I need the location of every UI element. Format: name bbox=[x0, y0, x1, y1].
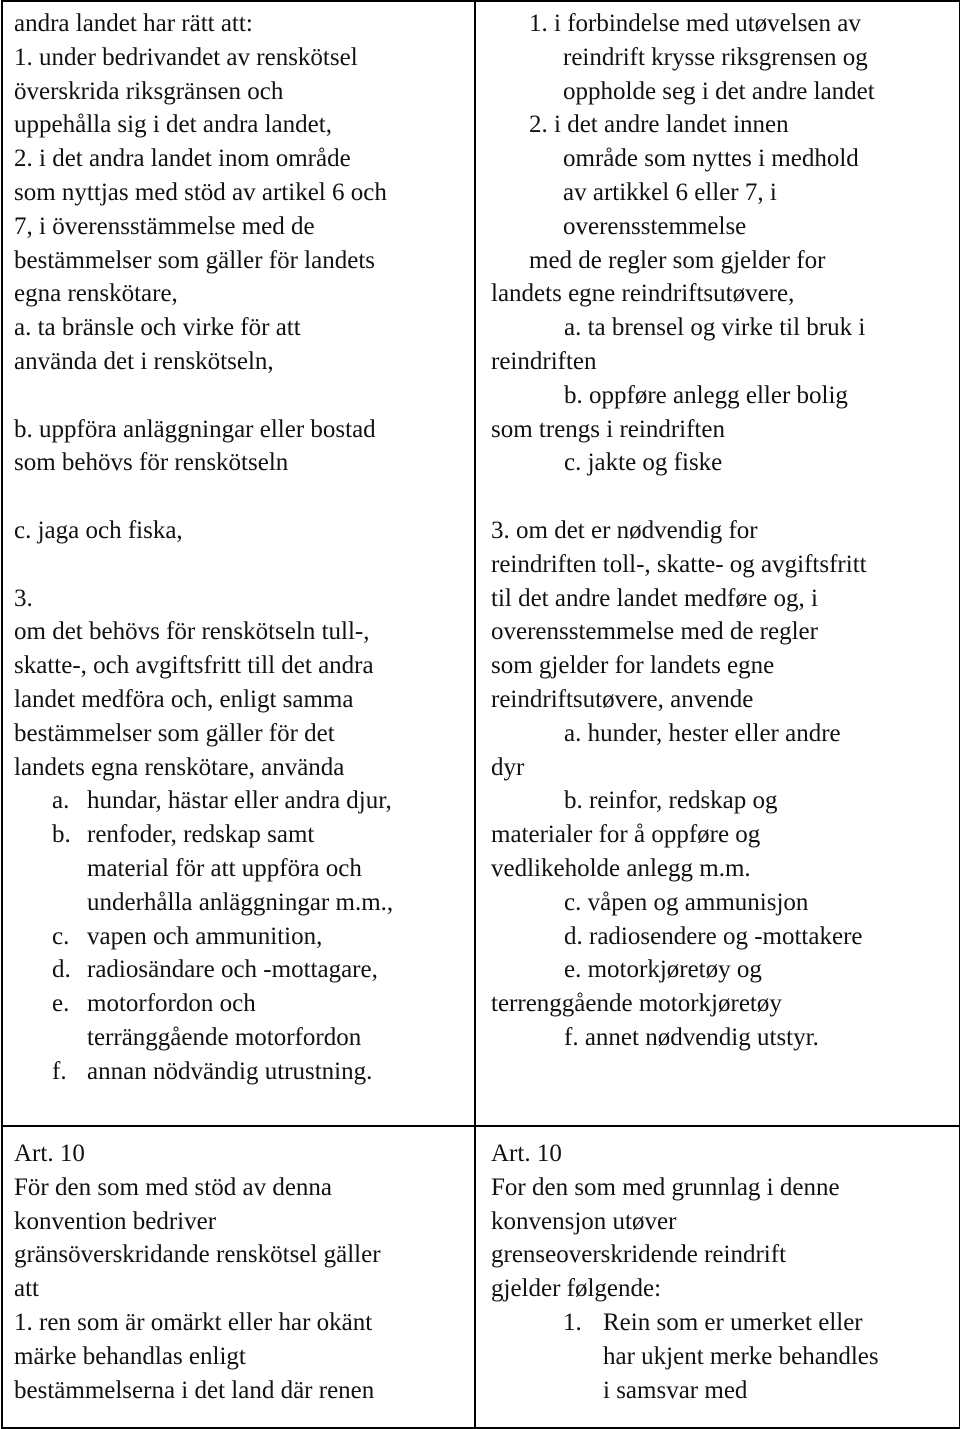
text-line: reindriften toll-, skatte- og avgiftsfritt bbox=[491, 550, 867, 578]
text-line: reindriftsutøvere, anvende bbox=[491, 685, 754, 713]
list-item bbox=[14, 920, 464, 954]
text-line: vedlikeholde anlegg m.m. bbox=[491, 854, 751, 882]
list-label: c. bbox=[52, 922, 70, 950]
text-line: materialer for å oppføre og bbox=[491, 821, 761, 849]
text-line: bestämmelser som gäller för landets bbox=[14, 246, 375, 274]
swedish-cell-art10 bbox=[2, 1126, 475, 1428]
text-line: a. ta brensel og virke til bruk i bbox=[564, 314, 866, 342]
text-line: c. jakte og fiske bbox=[564, 449, 723, 477]
text-line: att bbox=[14, 1275, 39, 1303]
parallel-text-table bbox=[1, 0, 960, 1429]
text-line: overensstemmelse bbox=[563, 212, 747, 240]
text-line: a. ta bränsle och virke för att bbox=[14, 314, 301, 342]
blank-line bbox=[14, 379, 464, 413]
text-line: reindrift krysse riksgrensen og bbox=[563, 43, 868, 71]
list-label: 1. bbox=[563, 1308, 582, 1336]
text-line: av artikkel 6 eller 7, i bbox=[563, 178, 777, 206]
text-line: om det behövs för renskötseln tull-, bbox=[14, 618, 370, 646]
blank-line bbox=[14, 480, 464, 514]
list-item bbox=[491, 1306, 951, 1340]
list-text: radiosändare och -mottagare, bbox=[87, 956, 378, 984]
swedish-text-block bbox=[3, 2, 474, 1089]
text-line: 1. under bedrivandet av renskötsel bbox=[14, 43, 358, 71]
list-text: renfoder, redskap samt bbox=[87, 821, 315, 849]
norwegian-cell-art10 bbox=[475, 1126, 960, 1428]
text-line: överskrida riksgränsen och bbox=[14, 77, 284, 105]
text-line: e. motorkjøretøy og bbox=[564, 956, 762, 984]
text-line: 2. i det andra landet inom område bbox=[14, 145, 351, 173]
text-line: egna renskötare, bbox=[14, 280, 178, 308]
text-line: a. hunder, hester eller andre bbox=[564, 719, 841, 747]
text-line: b. reinfor, redskap og bbox=[564, 787, 778, 815]
list-text: annan nödvändig utrustning. bbox=[87, 1057, 373, 1085]
list-item bbox=[14, 953, 464, 987]
text-line: 3. bbox=[14, 584, 33, 612]
text-line: 3. om det er nødvendig for bbox=[491, 516, 758, 544]
table-row bbox=[2, 1126, 960, 1428]
article-heading: Art. 10 bbox=[491, 1140, 562, 1167]
text-line: grenseoverskridende reindrift bbox=[491, 1241, 787, 1269]
text-line: andra landet har rätt att: bbox=[14, 10, 253, 37]
list-item bbox=[14, 818, 464, 852]
list-item bbox=[14, 987, 464, 1021]
text-line: landet medföra och, enligt samma bbox=[14, 685, 354, 713]
text-line: 2. i det andre landet innen bbox=[529, 111, 789, 139]
table-row bbox=[2, 1, 960, 1126]
text-line: För den som med stöd av denna bbox=[14, 1173, 333, 1201]
text-line: skatte-, och avgiftsfritt till det andra bbox=[14, 652, 374, 680]
text-line: til det andre landet medføre og, i bbox=[491, 584, 818, 612]
list-text: hundar, hästar eller andra djur, bbox=[87, 787, 392, 815]
text-line: som behövs för renskötseln bbox=[14, 449, 289, 477]
norwegian-art10-block bbox=[476, 1127, 959, 1407]
text-line: landets egna renskötare, använda bbox=[14, 753, 345, 781]
list-label: f. bbox=[52, 1057, 67, 1085]
text-line: reindriften bbox=[491, 347, 597, 375]
list-continuation: terränggående motorfordon bbox=[87, 1023, 362, 1051]
list-label: b. bbox=[52, 821, 71, 849]
swedish-cell-top bbox=[2, 1, 475, 1126]
list-item bbox=[14, 784, 464, 818]
text-line: c. jaga och fiska, bbox=[14, 516, 183, 544]
norwegian-cell-top bbox=[475, 1, 960, 1126]
list-continuation: underhålla anläggningar m.m., bbox=[87, 888, 394, 916]
text-line: dyr bbox=[491, 753, 525, 781]
text-line: d. radiosendere og -mottakere bbox=[564, 922, 863, 950]
list-continuation: har ukjent merke behandles bbox=[603, 1342, 879, 1370]
list-text: motorfordon och bbox=[87, 990, 256, 1018]
text-line: For den som med grunnlag i denne bbox=[491, 1173, 840, 1201]
text-line: som gjelder for landets egne bbox=[491, 652, 775, 680]
blank-line bbox=[14, 548, 464, 582]
text-line: bestämmelserna i det land där renen bbox=[14, 1376, 375, 1404]
list-text: Rein som er umerket eller bbox=[603, 1308, 863, 1336]
text-line: landets egne reindriftsutøvere, bbox=[491, 280, 795, 308]
text-line: terrenggående motorkjøretøy bbox=[491, 990, 782, 1018]
text-line: som nyttjas med stöd av artikel 6 och bbox=[14, 178, 387, 206]
text-line: gränsöverskridande renskötsel gäller bbox=[14, 1241, 381, 1269]
text-line: b. uppföra anläggningar eller bostad bbox=[14, 415, 376, 443]
text-line: uppehålla sig i det andra landet, bbox=[14, 111, 332, 139]
list-item bbox=[14, 1055, 464, 1089]
text-line: 1. ren som är omärkt eller har okänt bbox=[14, 1308, 373, 1336]
text-line: med de regler som gjelder for bbox=[529, 246, 826, 274]
article-heading: Art. 10 bbox=[14, 1140, 85, 1167]
list-continuation: material för att uppföra och bbox=[87, 854, 362, 882]
text-line: område som nyttes i medhold bbox=[563, 145, 859, 173]
list-label: e. bbox=[52, 990, 70, 1018]
list-continuation: i samsvar med bbox=[603, 1376, 748, 1404]
swedish-art10-block bbox=[3, 1127, 474, 1407]
text-line: 1. i forbindelse med utøvelsen av bbox=[529, 10, 861, 37]
list-text: vapen och ammunition, bbox=[87, 922, 323, 950]
list-label: d. bbox=[52, 956, 71, 984]
text-line: märke behandlas enligt bbox=[14, 1342, 246, 1370]
text-line: oppholde seg i det andre landet bbox=[563, 77, 875, 105]
text-line: f. annet nødvendig utstyr. bbox=[564, 1023, 819, 1051]
text-line: använda det i renskötseln, bbox=[14, 347, 274, 375]
blank-line bbox=[491, 480, 951, 514]
text-line: konvention bedriver bbox=[14, 1207, 217, 1235]
text-line: c. våpen og ammunisjon bbox=[564, 888, 809, 916]
text-line: bestämmelser som gäller för det bbox=[14, 719, 335, 747]
norwegian-text-block bbox=[476, 2, 959, 1055]
text-line: b. oppføre anlegg eller bolig bbox=[564, 381, 848, 409]
text-line: overensstemmelse med de regler bbox=[491, 618, 818, 646]
text-line: konvensjon utøver bbox=[491, 1207, 677, 1235]
text-line: gjelder følgende: bbox=[491, 1275, 662, 1303]
text-line: som trengs i reindriften bbox=[491, 415, 725, 443]
list-label: a. bbox=[52, 787, 70, 815]
text-line: 7, i överensstämmelse med de bbox=[14, 212, 315, 240]
